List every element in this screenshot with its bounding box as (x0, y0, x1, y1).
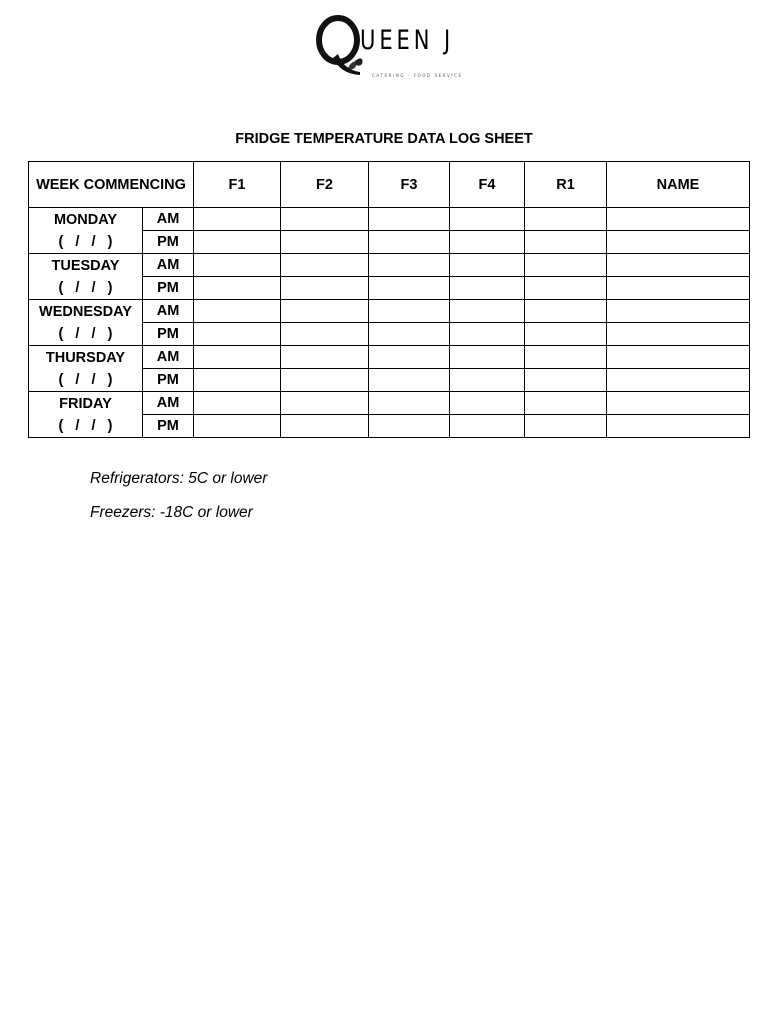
entry-cell[interactable] (607, 231, 750, 254)
period-label: AM (143, 254, 194, 277)
entry-cell[interactable] (607, 369, 750, 392)
entry-cell[interactable] (369, 369, 450, 392)
freezer-note: Freezers: -18C or lower (90, 504, 253, 521)
entry-cell[interactable] (525, 277, 607, 300)
entry-cell[interactable] (525, 208, 607, 231)
date-slots: ( / / ) (58, 279, 113, 296)
column-header-f3: F3 (369, 162, 450, 208)
column-header-f4: F4 (450, 162, 525, 208)
date-slots: ( / / ) (58, 417, 113, 434)
logo-wordmark: UEEN J (360, 25, 455, 56)
period-label: AM (143, 392, 194, 415)
table-row (29, 208, 750, 231)
entry-cell[interactable] (525, 323, 607, 346)
entry-cell[interactable] (450, 277, 525, 300)
period-label: PM (143, 415, 194, 438)
refrigerator-note: Refrigerators: 5C or lower (90, 470, 268, 487)
table-row (29, 392, 750, 415)
entry-cell[interactable] (281, 231, 369, 254)
period-label: AM (143, 208, 194, 231)
entry-cell[interactable] (525, 231, 607, 254)
entry-cell[interactable] (369, 231, 450, 254)
entry-cell[interactable] (194, 208, 281, 231)
entry-cell[interactable] (607, 323, 750, 346)
entry-cell[interactable] (281, 323, 369, 346)
entry-cell[interactable] (525, 415, 607, 438)
entry-cell[interactable] (450, 415, 525, 438)
entry-cell[interactable] (281, 392, 369, 415)
entry-cell[interactable] (450, 346, 525, 369)
entry-cell[interactable] (450, 369, 525, 392)
day-name: WEDNESDAY (39, 303, 132, 320)
period-label: PM (143, 323, 194, 346)
sheet-title: FRIDGE TEMPERATURE DATA LOG SHEET (235, 131, 533, 147)
entry-cell[interactable] (607, 277, 750, 300)
day-label (29, 254, 143, 300)
entry-cell[interactable] (194, 323, 281, 346)
entry-cell[interactable] (607, 300, 750, 323)
entry-cell[interactable] (369, 277, 450, 300)
period-label: AM (143, 346, 194, 369)
entry-cell[interactable] (194, 254, 281, 277)
entry-cell[interactable] (607, 254, 750, 277)
entry-cell[interactable] (450, 300, 525, 323)
logo-q-icon (316, 14, 364, 76)
week-commencing-header: WEEK COMMENCING (29, 162, 194, 208)
entry-cell[interactable] (194, 300, 281, 323)
entry-cell[interactable] (281, 254, 369, 277)
logo-tagline: CATERING · FOOD SERVICE (372, 73, 463, 78)
entry-cell[interactable] (450, 392, 525, 415)
entry-cell[interactable] (369, 208, 450, 231)
entry-cell[interactable] (194, 369, 281, 392)
date-slots: ( / / ) (58, 371, 113, 388)
table-row (29, 346, 750, 369)
entry-cell[interactable] (607, 392, 750, 415)
entry-cell[interactable] (281, 300, 369, 323)
entry-cell[interactable] (369, 346, 450, 369)
entry-cell[interactable] (194, 392, 281, 415)
day-name: FRIDAY (59, 395, 112, 412)
date-slots: ( / / ) (58, 325, 113, 342)
table-row (29, 300, 750, 323)
entry-cell[interactable] (194, 346, 281, 369)
entry-cell[interactable] (369, 415, 450, 438)
entry-cell[interactable] (450, 231, 525, 254)
entry-cell[interactable] (525, 254, 607, 277)
entry-cell[interactable] (281, 277, 369, 300)
column-header-f1: F1 (194, 162, 281, 208)
entry-cell[interactable] (194, 415, 281, 438)
entry-cell[interactable] (607, 208, 750, 231)
entry-cell[interactable] (194, 231, 281, 254)
entry-cell[interactable] (281, 415, 369, 438)
header-row (29, 162, 750, 208)
day-name: MONDAY (53, 211, 118, 228)
entry-cell[interactable] (281, 208, 369, 231)
entry-cell[interactable] (607, 346, 750, 369)
day-label (29, 392, 143, 438)
entry-cell[interactable] (369, 254, 450, 277)
table-row (29, 254, 750, 277)
entry-cell[interactable] (369, 300, 450, 323)
day-label (29, 300, 143, 346)
entry-cell[interactable] (450, 208, 525, 231)
column-header-name: NAME (607, 162, 750, 208)
entry-cell[interactable] (525, 392, 607, 415)
entry-cell[interactable] (525, 369, 607, 392)
period-label: PM (143, 231, 194, 254)
day-name: TUESDAY (51, 257, 120, 274)
entry-cell[interactable] (525, 346, 607, 369)
column-header-f2: F2 (281, 162, 369, 208)
entry-cell[interactable] (369, 392, 450, 415)
date-slots: ( / / ) (58, 233, 113, 250)
temperature-notes (90, 470, 267, 538)
column-header-r1: R1 (525, 162, 607, 208)
entry-cell[interactable] (525, 300, 607, 323)
entry-cell[interactable] (450, 323, 525, 346)
period-label: PM (143, 277, 194, 300)
company-logo (316, 14, 463, 78)
day-name: THURSDAY (45, 349, 126, 366)
entry-cell[interactable] (281, 369, 369, 392)
entry-cell[interactable] (281, 346, 369, 369)
day-label (29, 208, 143, 254)
period-label: AM (143, 300, 194, 323)
entry-cell[interactable] (607, 415, 750, 438)
period-label: PM (143, 369, 194, 392)
temperature-log-table (28, 161, 750, 438)
entry-cell[interactable] (369, 323, 450, 346)
day-label (29, 346, 143, 392)
entry-cell[interactable] (194, 277, 281, 300)
entry-cell[interactable] (450, 254, 525, 277)
